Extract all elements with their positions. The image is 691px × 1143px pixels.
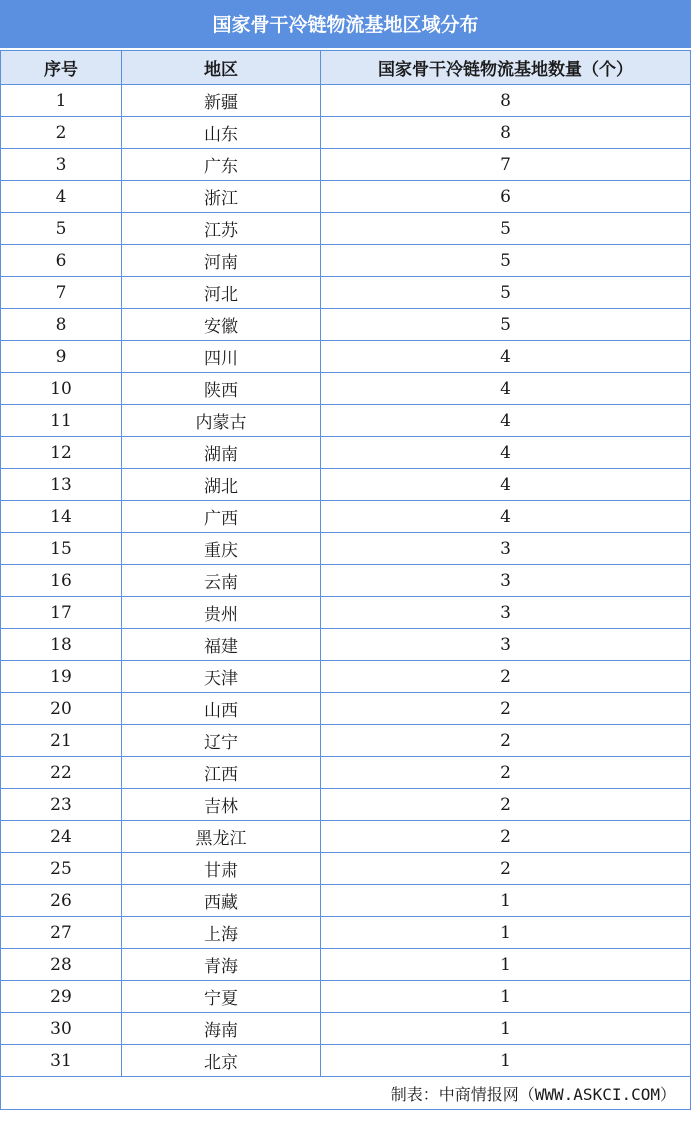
- cell-index: 5: [1, 213, 122, 245]
- cell-index: 6: [1, 245, 122, 277]
- cell-region: 浙江: [122, 181, 321, 213]
- cell-region: 河南: [122, 245, 321, 277]
- cell-count: 2: [321, 853, 691, 885]
- cell-count: 3: [321, 565, 691, 597]
- cell-count: 2: [321, 821, 691, 853]
- cell-count: 1: [321, 1013, 691, 1045]
- table-row: [1, 309, 691, 341]
- cell-region: 宁夏: [122, 981, 321, 1013]
- table-row: [1, 245, 691, 277]
- cell-index: 17: [1, 597, 122, 629]
- cell-region: 西藏: [122, 885, 321, 917]
- cell-index: 23: [1, 789, 122, 821]
- cell-count: 4: [321, 405, 691, 437]
- cell-count: 8: [321, 117, 691, 149]
- table-row: [1, 501, 691, 533]
- cell-index: 21: [1, 725, 122, 757]
- cell-region: 广东: [122, 149, 321, 181]
- cell-index: 7: [1, 277, 122, 309]
- cell-region: 四川: [122, 341, 321, 373]
- cell-count: 5: [321, 277, 691, 309]
- table-row: [1, 693, 691, 725]
- cell-count: 5: [321, 309, 691, 341]
- table-row: [1, 405, 691, 437]
- cell-count: 2: [321, 693, 691, 725]
- cell-index: 3: [1, 149, 122, 181]
- cell-count: 1: [321, 1045, 691, 1077]
- cell-count: 4: [321, 341, 691, 373]
- table-row: [1, 85, 691, 117]
- cell-index: 2: [1, 117, 122, 149]
- table-row: [1, 117, 691, 149]
- table-title: 国家骨干冷链物流基地区域分布: [0, 0, 691, 50]
- cell-index: 26: [1, 885, 122, 917]
- cell-index: 14: [1, 501, 122, 533]
- cell-index: 31: [1, 1045, 122, 1077]
- cell-region: 江西: [122, 757, 321, 789]
- cell-index: 28: [1, 949, 122, 981]
- table-row: [1, 597, 691, 629]
- cell-region: 海南: [122, 1013, 321, 1045]
- cell-index: 13: [1, 469, 122, 501]
- cell-index: 25: [1, 853, 122, 885]
- cell-count: 2: [321, 757, 691, 789]
- cell-region: 福建: [122, 629, 321, 661]
- table-body: [1, 85, 691, 1077]
- cell-index: 29: [1, 981, 122, 1013]
- cell-count: 1: [321, 949, 691, 981]
- source-note: 制表：中商情报网（WWW.ASKCI.COM）: [1, 1077, 691, 1110]
- table-row: [1, 949, 691, 981]
- table-row: [1, 469, 691, 501]
- table-row: [1, 1045, 691, 1077]
- cell-index: 11: [1, 405, 122, 437]
- cell-region: 天津: [122, 661, 321, 693]
- cell-count: 1: [321, 885, 691, 917]
- header-index: 序号: [1, 51, 122, 85]
- cell-index: 12: [1, 437, 122, 469]
- table-row: [1, 885, 691, 917]
- cell-index: 30: [1, 1013, 122, 1045]
- cell-region: 上海: [122, 917, 321, 949]
- cell-count: 8: [321, 85, 691, 117]
- cell-region: 湖北: [122, 469, 321, 501]
- cell-region: 甘肃: [122, 853, 321, 885]
- table-row: [1, 437, 691, 469]
- cell-index: 24: [1, 821, 122, 853]
- cell-region: 江苏: [122, 213, 321, 245]
- table-row: [1, 533, 691, 565]
- cell-index: 18: [1, 629, 122, 661]
- cell-index: 15: [1, 533, 122, 565]
- cell-count: 4: [321, 437, 691, 469]
- cell-count: 5: [321, 213, 691, 245]
- table-row: [1, 565, 691, 597]
- cell-region: 青海: [122, 949, 321, 981]
- table-row: [1, 629, 691, 661]
- table-row: [1, 277, 691, 309]
- cell-count: 4: [321, 373, 691, 405]
- cell-index: 10: [1, 373, 122, 405]
- cell-index: 8: [1, 309, 122, 341]
- table-row: [1, 213, 691, 245]
- cell-region: 吉林: [122, 789, 321, 821]
- cell-count: 3: [321, 629, 691, 661]
- header-count: 国家骨干冷链物流基地数量（个）: [321, 51, 691, 85]
- data-table: [0, 50, 691, 1110]
- cell-count: 4: [321, 501, 691, 533]
- cell-region: 黑龙江: [122, 821, 321, 853]
- table-row: [1, 789, 691, 821]
- table-row: [1, 981, 691, 1013]
- cell-region: 重庆: [122, 533, 321, 565]
- cell-count: 2: [321, 789, 691, 821]
- cell-index: 1: [1, 85, 122, 117]
- cell-region: 山西: [122, 693, 321, 725]
- table-row: [1, 1013, 691, 1045]
- header-region: 地区: [122, 51, 321, 85]
- cell-count: 3: [321, 597, 691, 629]
- cell-region: 山东: [122, 117, 321, 149]
- cell-region: 云南: [122, 565, 321, 597]
- cell-region: 陕西: [122, 373, 321, 405]
- cell-index: 20: [1, 693, 122, 725]
- table-row: [1, 725, 691, 757]
- table-row: [1, 373, 691, 405]
- cell-count: 1: [321, 981, 691, 1013]
- cell-count: 2: [321, 725, 691, 757]
- cell-count: 5: [321, 245, 691, 277]
- cell-region: 北京: [122, 1045, 321, 1077]
- header-row: [1, 51, 691, 85]
- cell-region: 新疆: [122, 85, 321, 117]
- cell-region: 安徽: [122, 309, 321, 341]
- footer-row: [1, 1077, 691, 1110]
- table-row: [1, 181, 691, 213]
- table-row: [1, 149, 691, 181]
- cell-index: 27: [1, 917, 122, 949]
- cell-region: 湖南: [122, 437, 321, 469]
- cell-count: 1: [321, 917, 691, 949]
- cell-count: 3: [321, 533, 691, 565]
- cell-region: 河北: [122, 277, 321, 309]
- table-row: [1, 341, 691, 373]
- cell-count: 4: [321, 469, 691, 501]
- table-row: [1, 853, 691, 885]
- cell-index: 9: [1, 341, 122, 373]
- table-row: [1, 917, 691, 949]
- cell-index: 16: [1, 565, 122, 597]
- table-row: [1, 661, 691, 693]
- cell-count: 2: [321, 661, 691, 693]
- cell-count: 7: [321, 149, 691, 181]
- cell-count: 6: [321, 181, 691, 213]
- table-row: [1, 757, 691, 789]
- cell-index: 4: [1, 181, 122, 213]
- cell-region: 辽宁: [122, 725, 321, 757]
- cell-region: 贵州: [122, 597, 321, 629]
- table-row: [1, 821, 691, 853]
- cell-index: 19: [1, 661, 122, 693]
- cell-index: 22: [1, 757, 122, 789]
- cell-region: 内蒙古: [122, 405, 321, 437]
- cell-region: 广西: [122, 501, 321, 533]
